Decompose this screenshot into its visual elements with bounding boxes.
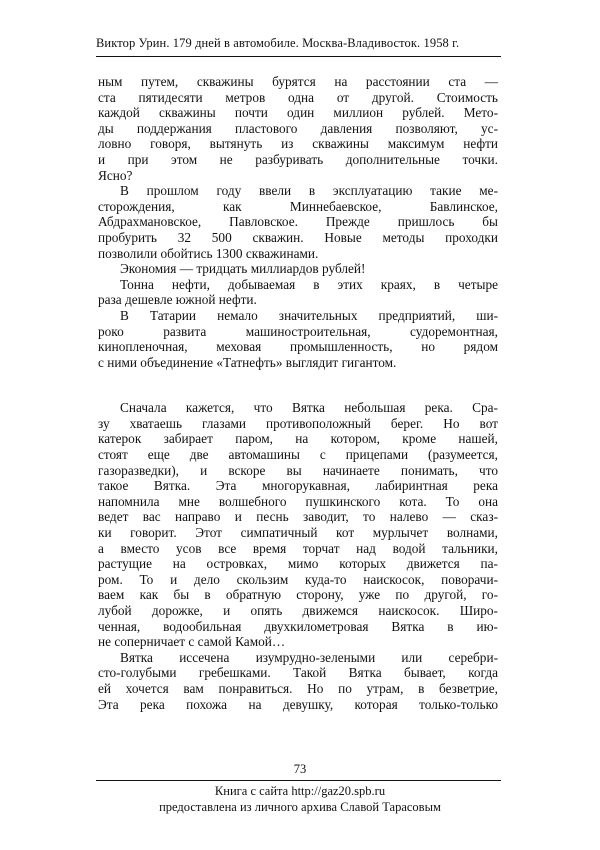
- text-line: Тонна нефти, добываемая в этих краях, в четыре: [120, 276, 498, 292]
- header-divider: [96, 56, 501, 57]
- text-line: сто-голубыми гребешками. Такой Вятка бывает, когда: [98, 665, 498, 681]
- text-line: Абдрахмановское, Павловское. Прежде пришлось бы: [98, 214, 498, 230]
- text-line: катерок забирает паром, на котором, кроме нашей,: [98, 431, 498, 447]
- text-line: зу хватаешь глазами противоположный берег. Но вот: [98, 415, 498, 431]
- text-line: В Татарии немало значительных предприятий, ши-: [120, 307, 498, 323]
- text-line: Вятка иссечена изумрудно-зелеными или серебри-: [120, 649, 498, 665]
- running-header: Виктор Урин. 179 дней в автомобиле. Москва-Владивосток. 1958 г.: [96, 36, 460, 50]
- text-line: ным путем, скважины бурятся на расстоянии ста —: [98, 74, 498, 89]
- text-line: а вместо усов все время торчат над водой тальники,: [98, 540, 498, 556]
- footer-source-line: Книга с сайта http://gaz20.spb.ru: [214, 784, 386, 798]
- text-line: Ясно?: [98, 167, 133, 183]
- text-line: Экономия — тридцать миллиардов рублей!: [120, 261, 366, 277]
- text-line: напомнила мне волшебного пушкинского кота. То она: [98, 493, 498, 509]
- footer-divider: [96, 780, 501, 781]
- text-line: ей хочется вам понравиться. Но по утрам, в безветрие,: [98, 680, 498, 696]
- text-line: ченная, водообильная двухкилометровая Вятка в ию-: [98, 618, 498, 634]
- paragraph-gap: [98, 370, 498, 400]
- text-line: растущие на островках, мимо которых движется па-: [98, 556, 498, 572]
- text-line: лубой дорожке, и опять движемся наискосок. Широ-: [98, 603, 498, 618]
- text-line: кинопленочная, меховая промышленность, но рядом: [98, 339, 498, 355]
- text-line: раза дешевле южной нефти.: [98, 292, 257, 308]
- text-line: ваем как бы в обратную сторону, уже по другой, го-: [98, 587, 498, 603]
- page-body: [98, 74, 498, 712]
- text-line: стоят еще две автомашины с прицепами (разумеется,: [98, 447, 498, 463]
- text-line: ки говорит. Этот симпатичный кот мурлычет волнами,: [98, 525, 498, 541]
- text-line: и при этом не разбуривать дополнительные точки.: [98, 151, 498, 167]
- text-line: ды поддержания пластового давления позволяют, ус-: [98, 120, 498, 136]
- text-line: ста пятидесяти метров одна от другой. Стоимость: [98, 89, 498, 105]
- footer-credit: [0, 783, 600, 815]
- text-line: ведет вас направо и песнь заводит, то налево — сказ-: [98, 509, 498, 525]
- page-number: 73: [293, 762, 307, 776]
- text-line: газоразведки), и вскоре вы начинаете понимать, что: [98, 462, 498, 478]
- text-line: ром. То и дело скользим куда-то наискосок, поворачи-: [98, 571, 498, 587]
- text-line: Эта река похожа на девушку, которая только-только: [98, 696, 498, 712]
- text-line: позволили обойтись 1300 скважинами.: [98, 245, 319, 261]
- text-line: сторождения, как Миннебаевское, Бавлинское,: [98, 198, 498, 214]
- footer-credit-line: предоставлена из личного архива Славой Тарасовым: [159, 800, 441, 814]
- text-line: не соперничает с самой Камой…: [98, 634, 286, 650]
- text-line: роко развита машиностроительная, судоремонтная,: [98, 323, 498, 339]
- text-line: пробурить 32 500 скважин. Новые методы проходки: [98, 229, 498, 245]
- text-line: такое Вятка. Эта многорукавная, лабиринтная река: [98, 478, 498, 494]
- text-line: Сначала кажется, что Вятка небольшая река. Сра-: [120, 400, 498, 416]
- text-line: В прошлом году ввели в эксплуатацию такие ме-: [120, 183, 498, 199]
- text-line: ловно говоря, вытянуть из скважины максимум нефти: [98, 136, 498, 152]
- text-line: с ними объединение «Татнефть» выглядит гигантом.: [98, 354, 397, 370]
- text-line: каждой скважины почти один миллион рублей. Мето-: [98, 105, 498, 121]
